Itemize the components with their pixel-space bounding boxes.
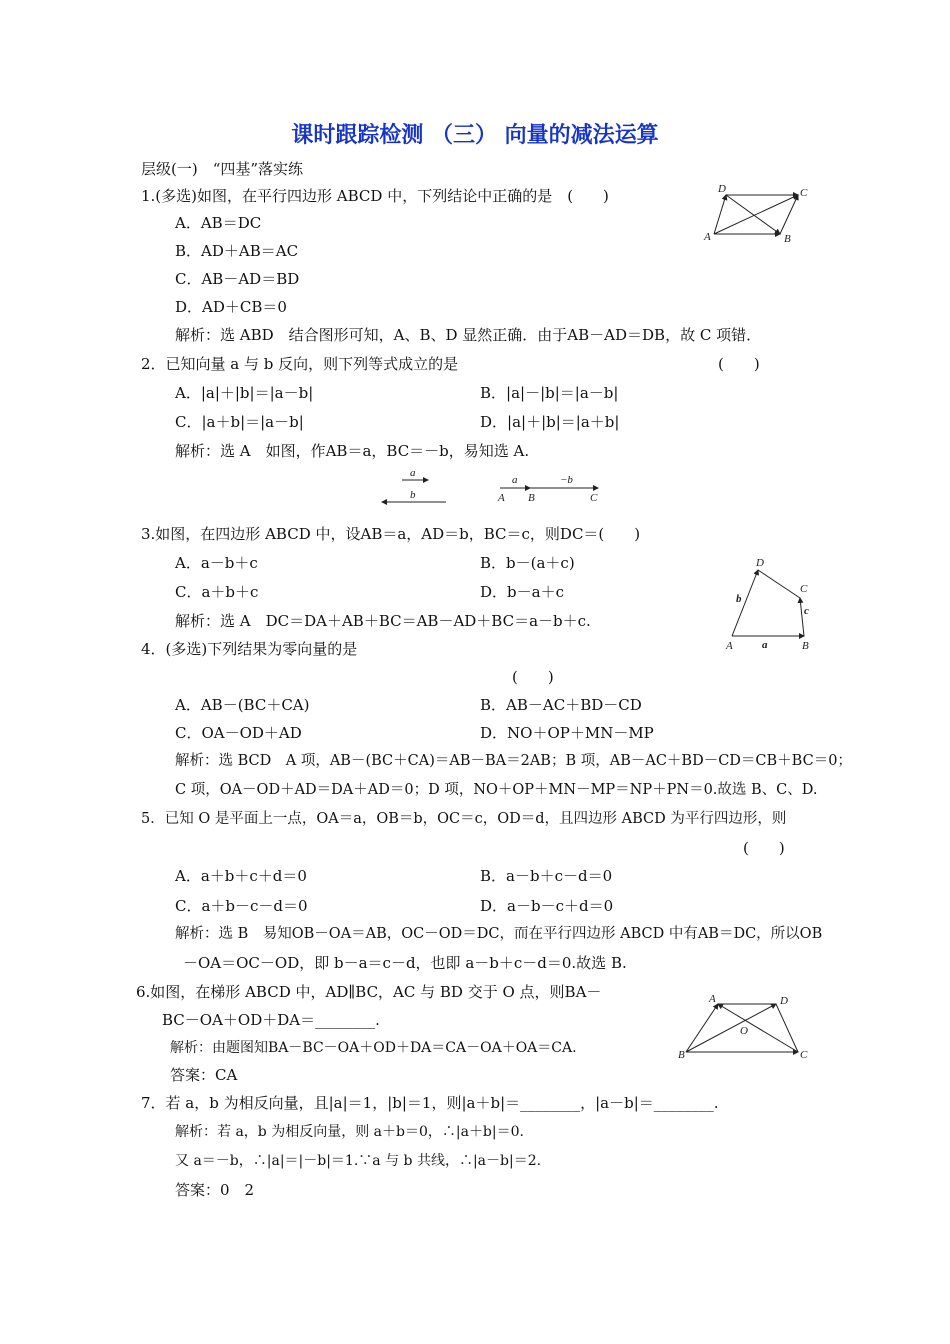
q2-option-a: A．|a|＋|b|＝|a－b| [175,384,314,402]
question-1: 1.(多选)如图，在平行四边形 ABCD 中，下列结论中正确的是 ( ) [141,187,609,205]
question-4: 4．(多选)下列结果为零向量的是 [141,640,358,658]
page-title: 课时跟踪检测 （三） 向量的减法运算 [291,123,659,148]
q2-solution: 解析：选 A 如图，作AB＝a，BC＝－b，易知选 A. [175,442,530,460]
q5-option-a: A．a＋b＋c＋d＝0 [175,867,307,885]
question-5: 5．已知 O 是平面上一点，OA＝a，OB＝b，OC＝c，OD＝d，且四边形 ABCD 为平行四边形，则 [141,811,787,827]
q6-continued: BC－OA＋OD＋DA＝________. [162,1011,380,1029]
q5-option-d: D．a－b－c＋d＝0 [480,897,614,915]
fig1-label-a: A [704,231,711,243]
q2-option-c: C．|a＋b|＝|a－b| [175,413,304,431]
q4-solution-line1: 解析：选 BCD A 项，AB－(BC＋CA)＝AB－BA＝2AB；B 项，AB－AC＋BD－CD＝CB＋BC＝0； [175,753,852,769]
q1-option-a: A．AB＝DC [175,214,262,232]
q3-option-b: B．b－(a＋c) [480,554,575,572]
q4-option-a: A．AB－(BC＋CA) [175,696,310,714]
q7-solution-line2: 又 a＝－b，∴|a|＝|－b|＝1.∵a 与 b 共线，∴|a－b|＝2. [175,1153,542,1169]
q4-option-b: B．AB－AC＋BD－CD [480,696,642,714]
q1-option-c: C．AB－AD＝BD [175,270,300,288]
q4-paren: ( ) [512,668,554,686]
fig1-label-b: B [784,233,791,245]
q3-option-d: D．b－a＋c [480,583,564,601]
fig3-vec-c: c [804,605,809,617]
fig1-label-c: C [800,187,808,199]
q1-option-d: D．AD＋CB＝0 [175,298,287,316]
q3-option-a: A．a－b＋c [175,554,258,572]
fig6-label-d: D [780,995,788,1007]
q3-solution: 解析：选 A DC＝DA＋AB＋BC＝AB－AD＋BC＝a－b＋c. [175,612,591,630]
fig2-label-a: A [498,492,505,504]
fig3-vec-b: b [736,593,742,605]
fig6-label-o: O [740,1025,748,1037]
q6-solution: 解析：由题图知BA－BC－OA＋OD＋DA＝CA－OA＋OA＝CA. [170,1040,577,1056]
q1-solution: 解析：选 ABD 结合图形可知，A、B、D 显然正确．由于AB－AD＝DB，故 C 项错． [175,326,762,344]
fig6-label-c: C [800,1049,808,1061]
question-7: 7．若 a，b 为相反向量，且|a|＝1，|b|＝1，则|a＋b|＝________，|a－b|＝________. [141,1094,719,1112]
section-heading: 层级(一) “四基”落实练 [141,160,304,178]
fig3-label-b: B [802,640,809,652]
q4-option-d: D．NO＋OP＋MN－MP [480,724,654,742]
q6-answer: 答案：CA [170,1066,238,1084]
q2-option-d: D．|a|＋|b|＝|a＋b| [480,413,620,431]
fig2-label-b: B [528,492,535,504]
q5-paren: ( ) [743,839,785,857]
fig6-label-a: A [709,993,716,1005]
q2-paren: ( ) [718,355,760,373]
vector-line-figure [380,466,610,506]
quadrilateral-figure [720,556,820,654]
fig2-right-a: a [512,474,518,486]
q5-option-c: C．a＋b－c－d＝0 [175,897,308,915]
fig3-label-c: C [800,583,808,595]
q5-option-b: B．a－b＋c－d＝0 [480,867,613,885]
q3-option-c: C．a＋b＋c [175,583,259,601]
fig3-label-d: D [756,557,764,569]
fig3-vec-a: a [762,639,768,651]
q5-solution-line2: －OA＝OC－OD，即 b－a＝c－d，也即 a－b＋c－d＝0.故选 B. [183,954,627,972]
fig6-label-b: B [678,1049,685,1061]
fig2-label-c: C [590,492,598,504]
fig2-left-b: b [410,489,416,501]
fig2-left-a: a [410,467,416,479]
fig1-label-d: D [718,183,726,195]
fig2-right-minus-b: −b [560,474,573,486]
q5-solution-line1: 解析：选 B 易知OB－OA＝AB，OC－OD＝DC，而在平行四边形 ABCD 中有AB＝DC，所以OB [175,926,823,942]
q1-option-b: B．AD＋AB＝AC [175,242,299,260]
parallelogram-figure [700,182,815,246]
fig3-label-a: A [726,640,733,652]
trapezoid-figure [676,990,816,1062]
q2-option-b: B．|a|－|b|＝|a－b| [480,384,619,402]
q4-solution-line2: C 项，OA－OD＋AD＝DA＋AD＝0；D 项，NO＋OP＋MN－MP＝NP＋PN＝0.故选 B、C、D. [175,782,818,798]
question-2: 2．已知向量 a 与 b 反向，则下列等式成立的是 [141,355,459,373]
q7-solution-line1: 解析：若 a，b 为相反向量，则 a＋b＝0，∴|a＋b|＝0. [175,1124,524,1140]
question-6: 6.如图，在梯形 ABCD 中，AD∥BC，AC 与 BD 交于 O 点，则BA－ [136,983,602,1001]
question-3: 3.如图，在四边形 ABCD 中，设AB＝a，AD＝b，BC＝c，则DC＝( ) [141,525,641,543]
q4-option-c: C．OA－OD＋AD [175,724,302,742]
q7-answer: 答案：0 2 [175,1181,255,1199]
